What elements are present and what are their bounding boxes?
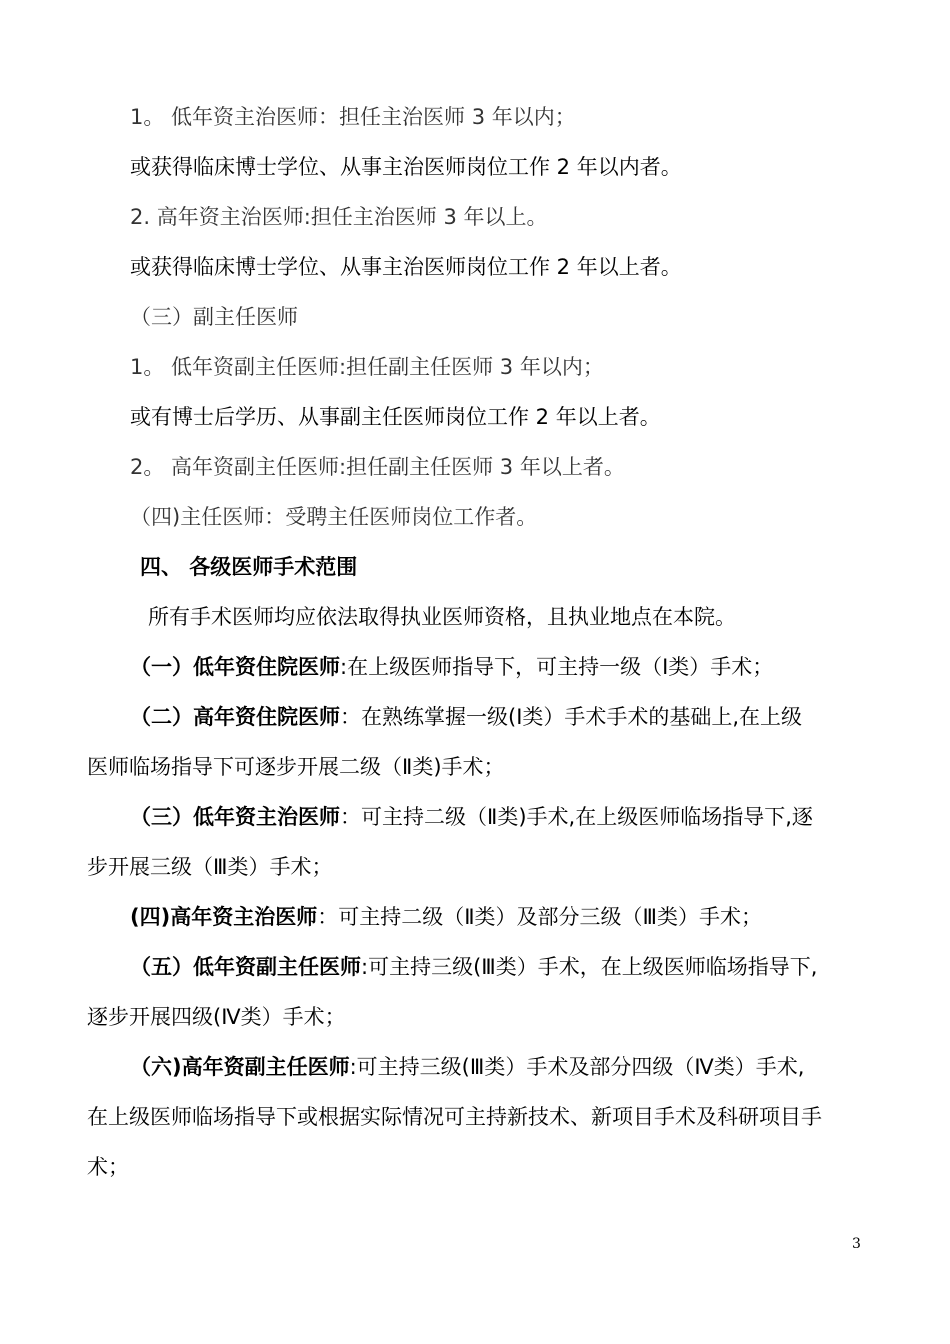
paragraph-1-text: :在上级医师指导下，可主持一级（Ⅰ类）手术； xyxy=(340,655,774,679)
text-line: 2。 高年资副主任医师:担任副主任医师 3 年以上者。 xyxy=(130,455,625,479)
paragraph-6-text: :可主持三级(Ⅲ类）手术及部分四级（Ⅳ类）手术, xyxy=(349,1055,805,1079)
paragraph-5-continued: 逐步开展四级(Ⅳ类）手术； xyxy=(87,1005,346,1029)
section-subheading: （三）副主任医师 xyxy=(130,305,298,329)
text-line: （四)主任医师：受聘主任医师岗位工作者。 xyxy=(130,505,538,529)
paragraph-2 xyxy=(130,703,866,731)
text-line: 1。 低年资主治医师：担任主治医师 3 年以内； xyxy=(130,105,576,129)
paragraph-1-title: （一）低年资住院医师 xyxy=(130,655,340,679)
section-heading: 四、 各级医师手术范围 xyxy=(140,555,358,579)
paragraph-6-continued: 在上级医师临场指导下或根据实际情况可主持新技术、新项目手术及科研项目手 xyxy=(87,1105,822,1129)
text-line: 2. 高年资主治医师:担任主治医师 3 年以上。 xyxy=(130,205,548,229)
text-line: 1。 低年资副主任医师:担任副主任医师 3 年以内； xyxy=(130,355,604,379)
paragraph-3-continued: 步开展三级（Ⅲ类）手术； xyxy=(87,855,333,879)
paragraph-4-text: ：可主持二级（Ⅱ类）及部分三级（Ⅲ类）手术； xyxy=(317,905,763,929)
page-number: 3 xyxy=(852,1236,861,1252)
paragraph-4-title: (四)高年资主治医师 xyxy=(130,905,318,929)
paragraph-1 xyxy=(130,653,866,681)
paragraph-6-continued-2: 术； xyxy=(87,1155,129,1179)
paragraph-4 xyxy=(130,903,866,931)
paragraph-5-title: （五）低年资副主任医师 xyxy=(130,955,361,979)
paragraph-3-title: （三）低年资主治医师 xyxy=(130,805,340,829)
paragraph-5 xyxy=(130,953,866,981)
paragraph-6 xyxy=(130,1053,866,1081)
paragraph-3-text: ：可主持二级（Ⅱ类)手术,在上级医师临场指导下,逐 xyxy=(340,805,813,829)
intro-paragraph: 所有手术医师均应依法取得执业医师资格，且执业地点在本院。 xyxy=(148,605,736,629)
paragraph-2-title: （二）高年资住院医师 xyxy=(130,705,340,729)
paragraph-6-title: （六)高年资副主任医师 xyxy=(130,1055,350,1079)
text-line: 或获得临床博士学位、从事主治医师岗位工作 2 年以上者。 xyxy=(130,255,682,279)
paragraph-5-text: :可主持三级(Ⅲ类）手术，在上级医师临场指导下, xyxy=(361,955,818,979)
paragraph-2-continued: 医师临场指导下可逐步开展二级（Ⅱ类)手术； xyxy=(87,755,505,779)
text-line: 或获得临床博士学位、从事主治医师岗位工作 2 年以内者。 xyxy=(130,155,682,179)
text-line: 或有博士后学历、从事副主任医师岗位工作 2 年以上者。 xyxy=(130,405,661,429)
paragraph-3 xyxy=(130,803,866,831)
paragraph-2-text: ：在熟练掌握一级(Ⅰ类）手术手术的基础上,在上级 xyxy=(340,705,803,729)
